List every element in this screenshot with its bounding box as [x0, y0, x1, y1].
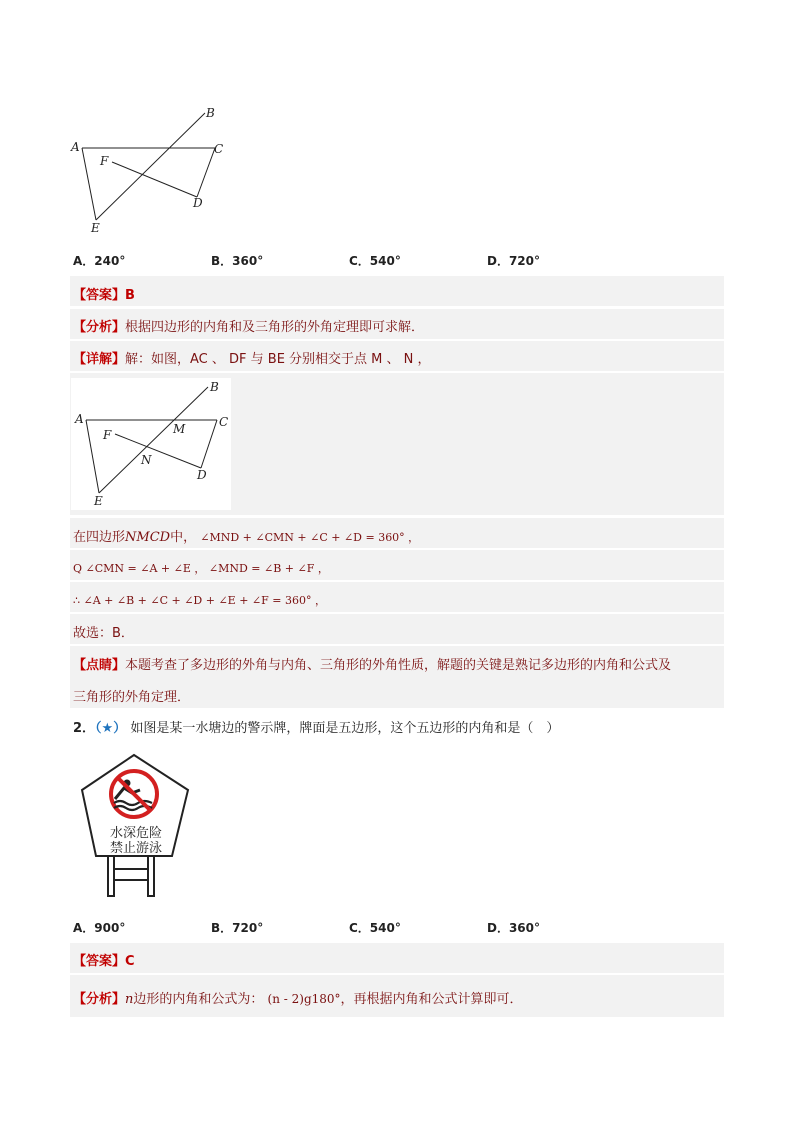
sign-text-1: 水深危险 — [109, 826, 162, 841]
q2-options — [73, 919, 573, 935]
q1-answer — [73, 284, 135, 303]
q2-analysis-text-1: 边形的内角和公式为： — [133, 992, 264, 1007]
q1-choose-band — [70, 614, 724, 644]
q1-fig-label-a: A — [71, 140, 80, 154]
q2-analysis — [73, 988, 523, 1007]
q1-fig-label-d: D — [193, 196, 203, 210]
q1-detail-label-f: F — [103, 428, 112, 442]
q1-option-c[interactable]: C．540° — [349, 254, 401, 268]
q1-detail-label-c: C — [219, 415, 229, 429]
analysis-text: 根据四边形的内角和及三角形的外角定理即可求解． — [125, 320, 425, 335]
q2-answer-tag: 【答案】 — [73, 954, 126, 969]
q2-option-d[interactable]: D．360° — [487, 921, 541, 935]
detail-tag: 【详解】 — [73, 352, 126, 367]
q1-line3: ∴ ∠A + ∠B + ∠C + ∠D + ∠E + ∠F = 360° ， — [73, 594, 326, 607]
q1-detail-label-n: N — [141, 453, 152, 467]
q1-detail-label-e: E — [94, 494, 103, 508]
q2-analysis-formula: (n - 2)g180° — [267, 992, 341, 1006]
line1-mid: 中， — [170, 530, 197, 545]
q2-stem-text: 如图是某一水塘边的警示牌，牌面是五边形，这个五边形的内角和是（ ） — [130, 721, 560, 736]
q1-detail-label-a: A — [75, 412, 84, 426]
q2-option-b[interactable]: B．720° — [211, 921, 264, 935]
q2-answer-value: C — [125, 954, 135, 969]
q2-option-a[interactable]: A．900° — [73, 921, 126, 935]
q1-fig-label-c: C — [214, 142, 224, 156]
q1-line2: Q ∠CMN = ∠A + ∠E ， ∠MND = ∠B + ∠F ， — [73, 562, 329, 575]
q1-detail — [73, 348, 431, 367]
q1-answer-band — [70, 276, 724, 306]
q1-fig-label-e: E — [91, 221, 100, 235]
q1-option-b[interactable]: B．360° — [211, 254, 264, 268]
q1-detail-label-m: M — [173, 422, 186, 436]
comment-tag: 【点睛】 — [73, 658, 126, 673]
q1-fig-label-b: B — [206, 106, 215, 120]
q1-options — [73, 252, 573, 268]
q2-stem — [73, 717, 559, 736]
q2-star: （★） — [95, 721, 127, 736]
answer-tag: 【答案】 — [73, 288, 126, 303]
warning-sign — [80, 752, 192, 898]
q1-detail-label-b: B — [210, 380, 219, 394]
q2-analysis-tag: 【分析】 — [73, 992, 126, 1007]
line1-prefix: 在四边形 — [73, 530, 126, 545]
no-swimming-icon — [111, 771, 157, 817]
q1-option-d[interactable]: D．720° — [487, 254, 541, 268]
q2-option-c[interactable]: C．540° — [349, 921, 401, 935]
detail-text: 解：如图，AC 、 DF 与 BE 分别相交于点 M 、 N ， — [125, 352, 431, 367]
q1-detail-label-d: D — [197, 468, 207, 482]
analysis-tag: 【分析】 — [73, 320, 126, 335]
q2-analysis-text-2: ，再根据内角和公式计算即可． — [340, 992, 523, 1007]
line1-eq: ∠MND + ∠CMN + ∠C + ∠D = 360° ， — [200, 531, 420, 544]
q1-analysis — [73, 316, 424, 335]
q1-comment-2: 三角形的外角定理． — [73, 690, 191, 705]
line1-quad: NMCD — [125, 530, 171, 545]
q2-analysis-n: n — [125, 992, 134, 1007]
q1-figure — [66, 104, 236, 236]
sign-text-2: 禁止游泳 — [109, 841, 162, 856]
q1-comment-1 — [73, 654, 671, 673]
comment-text-1: 本题考查了多边形的外角与内角、三角形的外角性质，解题的关键是熟记多边形的内角和公式及 — [125, 658, 672, 673]
q1-choose: 故选：B． — [73, 626, 134, 641]
q2-answer — [73, 950, 135, 969]
q1-fig-label-f: F — [100, 154, 109, 168]
answer-value: B — [125, 288, 135, 303]
q1-option-a[interactable]: A．240° — [73, 254, 126, 268]
q1-line1 — [73, 526, 419, 545]
q2-answer-band — [70, 943, 724, 973]
q2-number: 2． — [73, 721, 96, 736]
q1-detail-figure — [71, 378, 231, 510]
